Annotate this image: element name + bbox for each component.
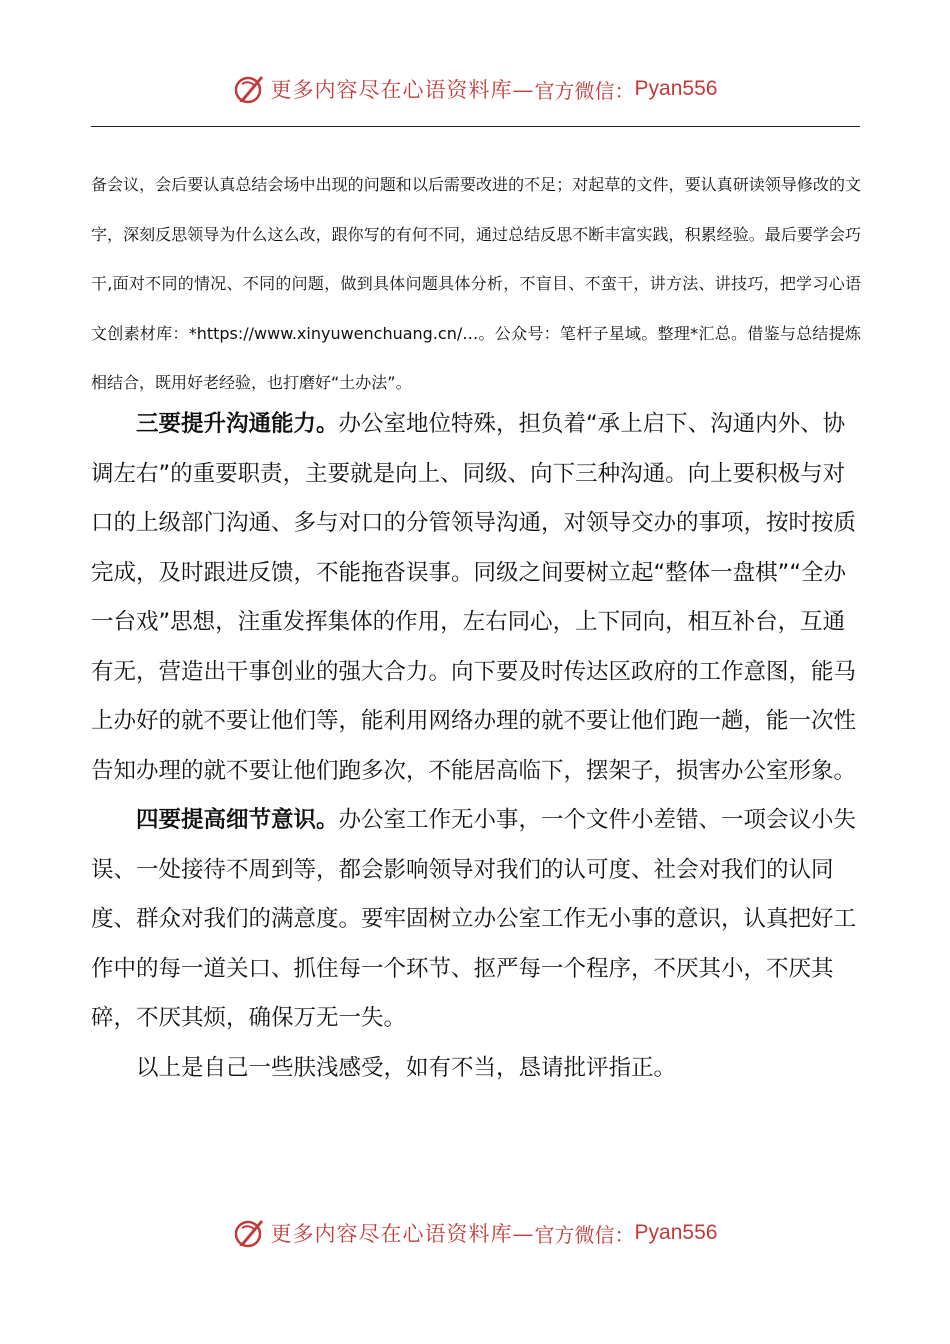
main-body: [91, 400, 865, 1093]
footer-contact-label: 官方微信：: [534, 1222, 635, 1247]
footer-contact-id: Pyan556: [634, 1221, 718, 1244]
section-text: 办公室工作无小事，一个文件小差错、一项会议小失误、一处接待不周到等，都会影响领导对我们的认可度、社会对我们的认同度、群众对我们的满意度。要牢固树立办公室工作无小事的意识，认真把好工作中的每一道关口、抓住每一个环节、抠严每一个程序，不厌其小，不厌其碎，不厌其烦，确保万无一失。: [91, 807, 857, 1031]
footer-banner: [0, 1216, 950, 1250]
section-heading: 三要提升沟通能力。: [136, 411, 339, 437]
closing-paragraph: 以上是自己一些肤浅感受，如有不当，恳请批评指正。: [136, 1054, 677, 1081]
section-communication: [91, 400, 865, 796]
intro-paragraph: 备会议，会后要认真总结会场中出现的问题和以后需要改进的不足；对起草的文件，要认真研读领导修改的文字，深刻反思领导为什么这么改，跟你写的有何不同，通过总结反思不断丰富实践，积累经验。最后要学会巧干,面对不同的情况、不同的问题，做到具体问题具体分析，不盲目、不蛮干，讲方法、讲技巧，把学习心语文创素材库：*https://www.xinyuwenchuang.cn/…。公众号：笔杆子星域。整理*汇总。借鉴与总结提炼相结合，既用好老经验，也打磨好“土办法”。: [91, 175, 861, 392]
section-detail: [91, 796, 865, 1044]
header-divider: [91, 126, 860, 127]
header-banner: [0, 72, 950, 106]
header-contact-id: Pyan556: [634, 77, 718, 100]
quill-logo-icon: [233, 1216, 267, 1250]
header-contact-label: 官方微信：: [534, 78, 635, 103]
section-heading: 四要提高细节意识。: [136, 807, 339, 833]
footer-brand-text: 更多内容尽在心语资料库—: [270, 1222, 535, 1246]
intro-paragraph-block: [91, 160, 861, 408]
header-brand-text: 更多内容尽在心语资料库—: [270, 78, 535, 102]
section-text: 办公室地位特殊，担负着“承上启下、沟通内外、协调左右”的重要职责，主要就是向上、同级、向下三种沟通。向上要积极与对口的上级部门沟通、多与对口的分管领导沟通，对领导交办的事项，按时按质完成，及时跟进反馈，不能拖沓误事。同级之间要树立起“整体一盘棋”“全办一台戏”思想，注重发挥集体的作用，左右同心，上下同向，相互补台，互通有无，营造出干事创业的强大合力。向下要及时传达区政府的工作意图，能马上办好的就不要让他们等，能利用网络办理的就不要让他们跑一趟，能一次性告知办理的就不要让他们跑多次，不能居高临下，摆架子，损害办公室形象。: [91, 411, 857, 784]
quill-logo-icon: [233, 72, 267, 106]
